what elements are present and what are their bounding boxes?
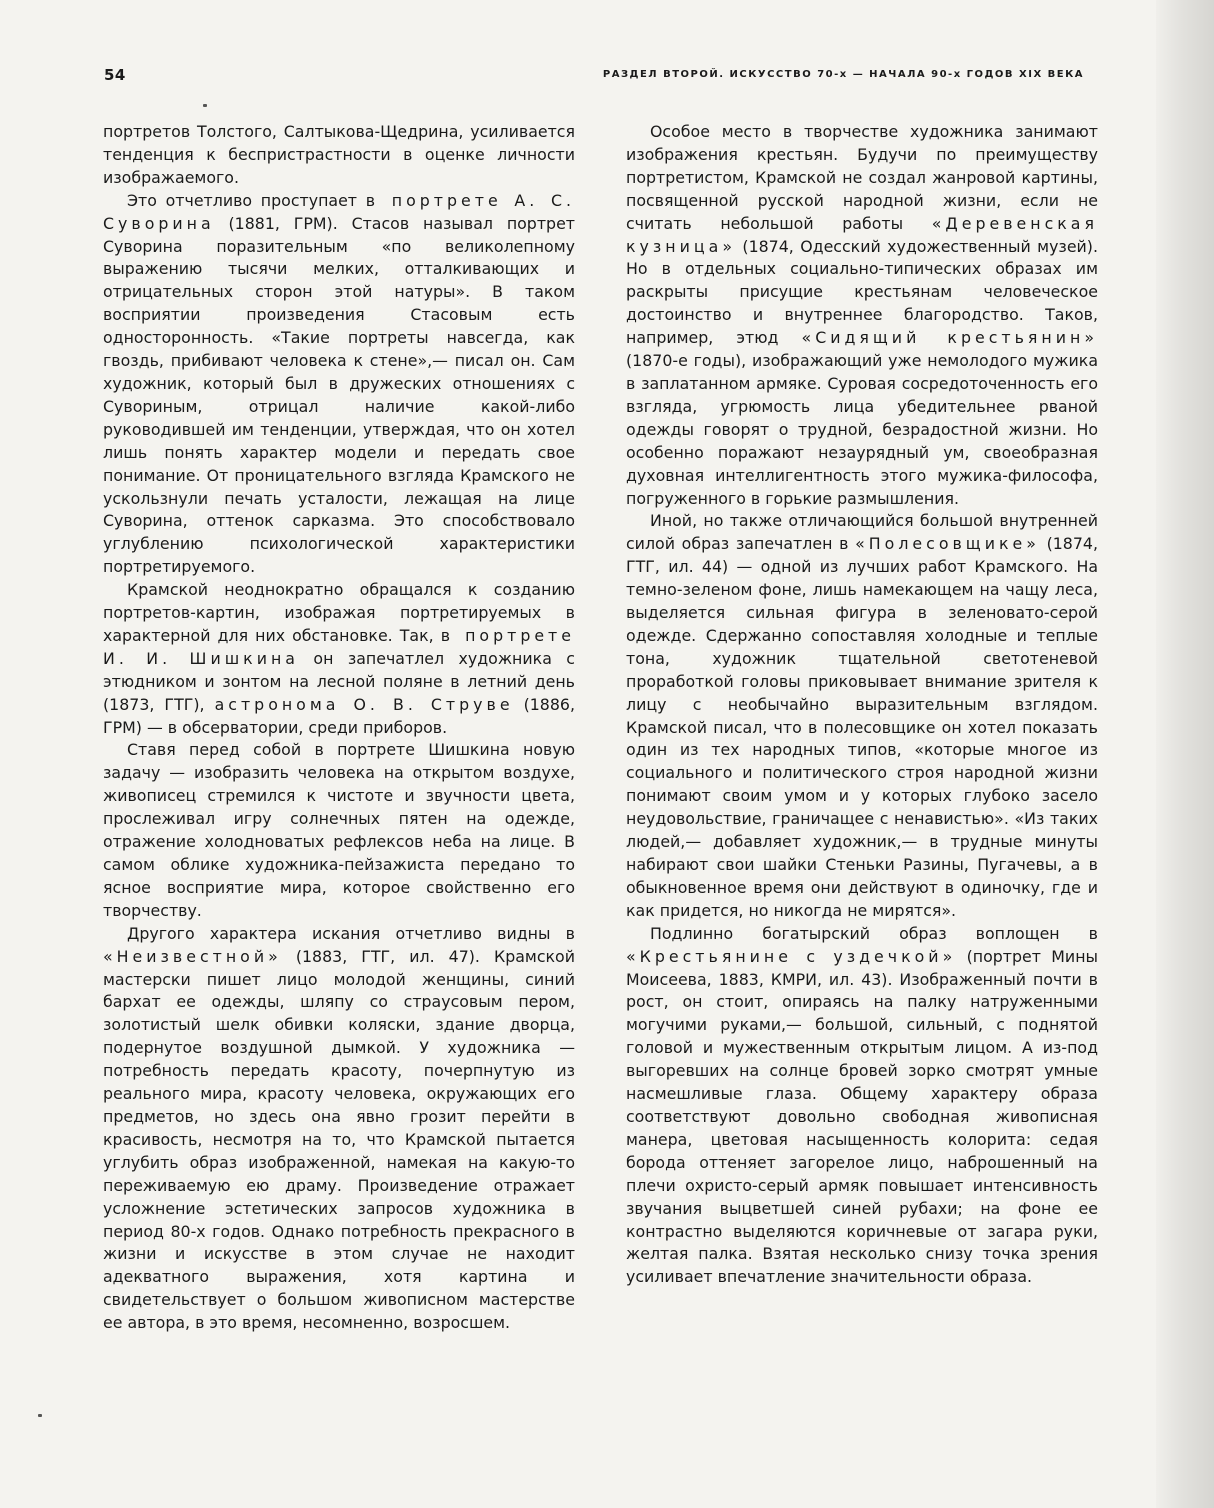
paragraph: Ставя перед собой в портрете Шишкина новую задачу — изобразить человека на открытом воздухе, живописец стремился к чистоте и звучности цвета, прослеживал игру солнечных пятен на одежде, отражение холодноватых рефлексов неба на лице. В самом облике художника-пейзажиста передано то ясное восприятие мира, которое свойственно его творчеству. [103,740,575,920]
scan-speck [203,104,207,107]
section-title: РАЗДЕЛ ВТОРОЙ. ИСКУССТВО 70-х — НАЧАЛА 90-х ГОДОВ XIX ВЕКА [602,69,1084,80]
text-run: (1870-е годы), изображающий уже немолодого мужика в заплатанном армяке. Суровая сосредоточенность его взгляда, угрюмость лица убедительнее рваной одежды говорят о трудной, безрадостной жизни. Но особенно поражают незаурядный ум, своеобразная духовная интеллигентность этого мужика-философа, погруженного в горькие размышления. [626,351,1098,508]
text-run: Подлинно богатырский образ воплощен в [650,923,1098,943]
text-run: Крамской неоднократно обращался к созданию портретов-картин, изображая портретируемых в характерной для них обстановке. Так, [103,580,575,645]
text-run: (1881, ГРМ). Стасов называл портрет Суворина поразительным «по великолепному выражению тысячи мелких, отталкивающих и отрицательных сторон этой натуры». В таком восприятии произведения Стасовым есть односторонность. «Такие портреты навсегда, как гвоздь, прибивают человека к стене»,— писал он. Сам художник, который был в дружеских отношениях с Сувориным, отрицал наличие какой-либо руководившей им тенденции, утверждая, что он хотел лишь понять характер модели и передать свое понимание. От проницательного взгляда Крамского не ускользнули печать усталости, лежащая на лице Суворина, оттенок сарказма. Это способствовало углублению психологической характеристики портретируемого. [103,213,575,577]
text-run: Иной, но также отличающийся большой внутренней силой образ запечатлен в [626,511,1098,554]
paragraph [103,579,575,739]
text-run: он запечатлел художника с этюдником и зонтом на лесной поляне в летний день (1873, ГТГ), [103,648,575,714]
spaced-title: «Крестьянине с уздечкой» [626,946,957,966]
text-run: Другого характера искания отчетливо видны в [127,923,575,943]
text-run: (1883, ГТГ, ил. 47). Крамской мастерски пишет лицо молодой женщины, синий бархат ее одежды, шляпу со страусовым пером, золотистый шелк обивки коляски, здание дворца, подернутое воздушной дымкой. У художника — потребность передать красоту, почерпнутую из реального мира, красоту человека, окружающих его предметов, но здесь она явно грозит перейти в красивость, несмотря на то, что Крамской пытается углубить образ изображенной, намекая на какую-то переживаемую ею драму. Произведение отражает усложнение эстетических запросов художника в период 80-х годов. Однако потребность прекрасного в жизни и искусстве в этом случае не находит адекватного выражения, хотя картина и свидетельствует о большом живописном мастерстве ее автора, в это время, несомненно, возросшем. [103,946,575,1333]
text-run: Это отчетливо проступает [127,190,366,210]
scan-speck [38,1414,42,1417]
spaced-title: астронома О. В. Струве [214,694,514,714]
text-run: (1874, Одесский художественный музей). Но в отдельных социально-типических образах им раскрыты присущие крестьянам человеческое достоинство и внутреннее благородство. Таков, например, этюд [626,236,1098,348]
spaced-title: «Деревенская кузница» [626,213,1098,256]
paragraph: портретов Толстого, Салтыкова-Щедрина, усиливается тенденция к беспристрастности в оценке личности изображаемого. [103,122,575,187]
text-run: (1886, ГРМ) — в обсерватории, среди приборов. [103,694,575,737]
text-run: (портрет Мины Моисеева, 1883, КМРИ, ил. 43). Изображенный почти в рост, он стоит, опираясь на палку натруженными могучими руками,— большой, сильный, с поднятой головой и мужественным открытым лицом. А из-под выгоревших на солнце бровей зорко смотрят умные насмешливые глаза. Общему характеру образа соответствуют довольно свободная живописная манера, цветовая насыщенность колорита: седая борода оттеняет загорелое лицо, наброшенный на плечи охристо-серый армяк повышает интенсивность звучания выцветшей синей рубахи; на фоне ее контрастно выделяются коричневые от загара руки, желтая палка. Взятая несколько снизу точка зрения усиливает впечатление значительности образа. [626,946,1099,1287]
left-column [103,121,575,1335]
spaced-title: в портрете А. С. Суворина [103,190,575,233]
spaced-title: «Полесовщике» [855,534,1040,554]
right-column [626,121,1098,1289]
paragraph [626,121,1098,510]
page-number: 54 [104,66,126,84]
text-run: (1874, ГТГ, ил. 44) — одной из лучших работ Крамского. На темно-зеленом фоне, лишь намекающем на чащу леса, выделяется сильная фигура в зеленовато-серой одежде. Сдержанно сопоставляя холодные и теплые тона, художник тщательной светотеневой проработкой головы приковывает внимание зрителя к лицу с необычайно выразительным взглядом. Крамской писал, что в полесовщике он хотел показать один из тех народных типов, «которые многое из социального и политического строя народной жизни понимают своим умом и у которых глубоко засело неудовольствие, граничащее с ненавистью». «Из таких людей,— добавляет художник,— в трудные минуты набирают свои шайки Стеньки Разины, Пугачевы, а в обыкновенное время они действуют в одиночку, где и как придется, но никогда не мирятся». [626,534,1098,920]
page-edge-shadow [1156,0,1214,1508]
spaced-title: «Неизвестной» [103,946,282,966]
running-head [104,66,1084,90]
paragraph [103,923,575,1335]
paragraph [103,190,575,579]
paragraph [626,510,1098,922]
text-run: Особое место в творчестве художника занимают изображения крестьян. Будучи по преимуществу портретистом, Крамской не создал жанровой картины, посвященной русской народной жизни, если не считать небольшой работы [626,122,1098,233]
spaced-title: в портрете И. И. Шишкина [103,625,575,668]
paragraph [626,923,1098,1290]
spaced-title: «Сидящий крестьянин» [801,328,1098,348]
